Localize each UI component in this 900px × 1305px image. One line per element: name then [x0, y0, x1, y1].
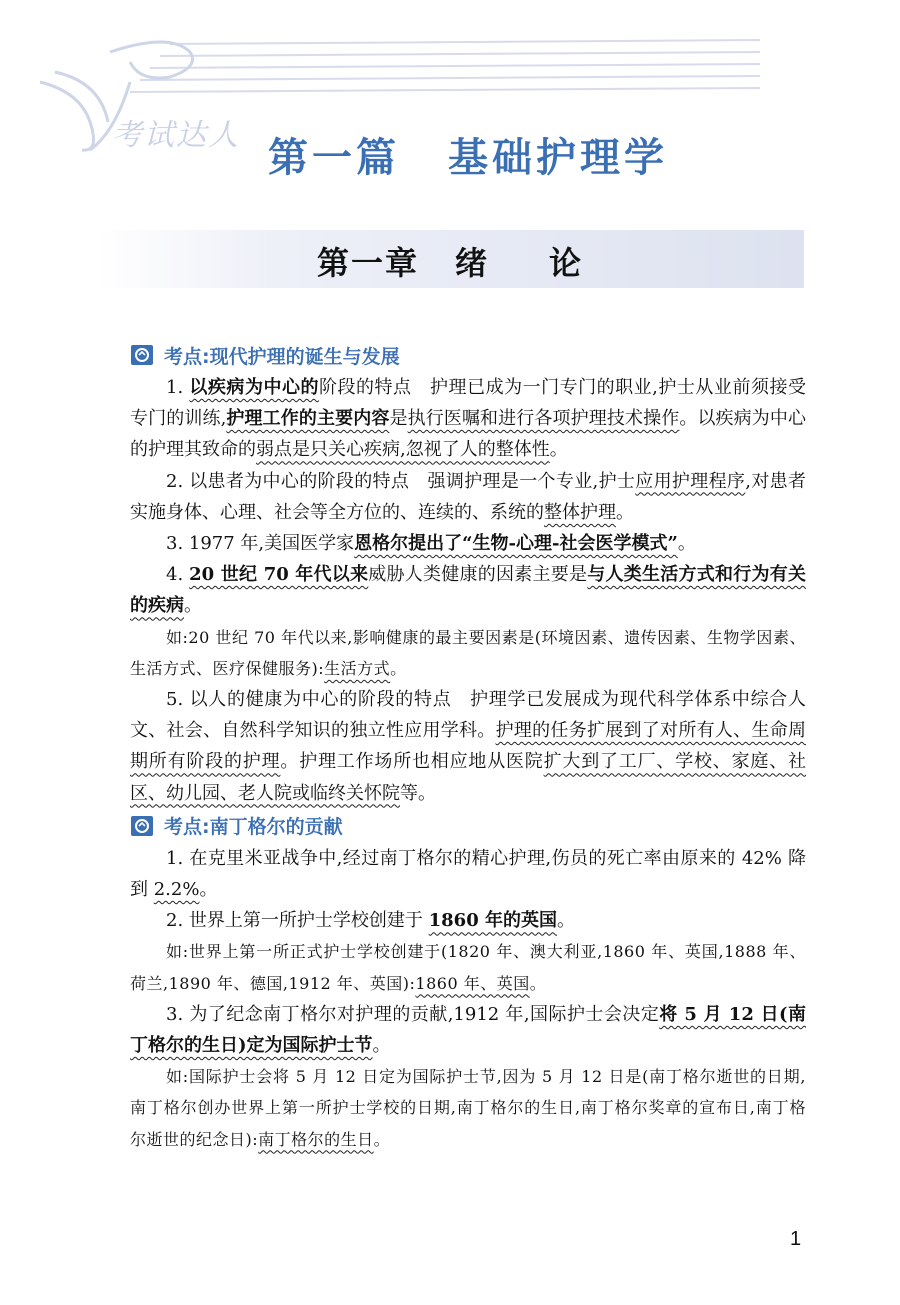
- text-run: 。: [549, 439, 568, 461]
- text-run: 。: [372, 1035, 391, 1057]
- example-note: [130, 1061, 806, 1155]
- text-run: 。: [616, 501, 634, 523]
- text-run: 。以疾病为中心的护理其致命的: [130, 408, 807, 461]
- text-run: 阶段的特点 护理已成为一门专门的职业,护士从业前须接受专门的训练,: [130, 377, 806, 430]
- text-run: 。: [199, 879, 218, 901]
- emphasis-text: 扩大到了工厂、学校、家庭、社区、幼儿园、老人院或临终关怀院: [130, 751, 807, 804]
- emphasis-text: 南丁格尔的生日: [258, 1129, 374, 1149]
- emphasis-text: 执行医嘱和进行各项护理技术操作: [407, 408, 680, 430]
- emphasis-text: 整体护理: [544, 501, 616, 523]
- text-run: 。: [184, 595, 202, 617]
- text-run: 如:国际护士会将 5 月 12 日定为国际护士节,因为 5 月 12 日是(南丁格尔逝世的日期,南丁格尔创办世界上第一所护士学校的日期,南丁格尔的生日,南丁格尔奖章的宣布日,南丁格尔逝世的纪念日):: [130, 1067, 806, 1149]
- text-run: 1.: [166, 377, 190, 398]
- paragraph-item: [130, 905, 806, 936]
- key-point-heading: [130, 338, 806, 372]
- text-run: ,对患者实施身体、心理、社会等全方位的、连续的、系统的: [130, 470, 806, 523]
- text-run: 3. 为了纪念南丁格尔对护理的贡献,1912 年,国际护士会决定: [166, 1003, 660, 1025]
- text-run: 2. 世界上第一所护士学校创建于: [166, 910, 429, 932]
- text-run: 3. 1977 年,美国医学家: [166, 533, 355, 555]
- emphasis-text: 应用护理程序: [635, 470, 746, 492]
- text-run: 如:20 世纪 70 年代以来,影响健康的最主要因素是(环境因素、遗传因素、生物学因素、生活方式、医疗保健服务):: [130, 627, 806, 678]
- emphasis-text: 生活方式: [324, 658, 391, 678]
- text-run: 如:世界上第一所正式护士学校创建于(1820 年、澳大利亚,1860 年、英国,1888 年、荷兰,1890 年、德国,1912 年、英国):: [130, 942, 806, 993]
- key-point-icon: [130, 344, 154, 366]
- emphasis-text: 护理的任务扩展到了对所有人、生命周期所有阶段的护理: [130, 720, 807, 773]
- chapter-title: [96, 238, 804, 284]
- text-run: 等。: [400, 782, 436, 804]
- text-run: 。: [373, 1129, 391, 1149]
- text-run: 是: [389, 408, 408, 430]
- emphasis-text: 弱点是只关心疾病,忽视了人的整体性: [256, 439, 550, 461]
- text-run: 。: [390, 658, 407, 678]
- key-point-icon: [130, 815, 154, 837]
- text-run: 4.: [166, 564, 190, 586]
- text-run: 2. 以患者为中心的阶段的特点 强调护理是一个专业,护士: [166, 470, 636, 492]
- main-content: [130, 338, 806, 1155]
- part-title: [268, 126, 668, 183]
- text-run: 5. 以人的健康为中心的阶段的特点 护理学已发展成为现代科学体系中综合人文、社会、自然科学知识的独立性应用学科。: [130, 689, 806, 742]
- text-run: 威胁人类健康的因素主要是: [368, 564, 588, 586]
- text-run: 。: [529, 973, 547, 993]
- text-run: 1. 在克里米亚战争中,经过南丁格尔的精心护理,伤员的死亡率由原来的 42% 降到: [130, 847, 806, 901]
- emphasis-text: 以疾病为中心的: [189, 377, 319, 398]
- key-point-title: 考点:南丁格尔的贡献: [164, 816, 343, 839]
- example-note: [130, 622, 806, 684]
- paragraph-item: [130, 466, 806, 528]
- emphasis-text: 2.2%: [153, 879, 200, 901]
- example-note: [130, 936, 806, 998]
- text-run: 。护理工作场所也相应地从医院: [280, 751, 544, 773]
- part-number: 第一篇: [268, 135, 400, 181]
- paragraph-item: [130, 684, 806, 809]
- chapter-number: 第一章: [316, 244, 419, 282]
- emphasis-text: 与人类生活方式和行为有关的疾病: [130, 564, 807, 617]
- emphasis-text: 将 5 月 12 日(南丁格尔的生日)定为国际护士节: [130, 1003, 807, 1057]
- brand-watermark: 考试达人: [112, 118, 240, 153]
- text-run: 。: [677, 533, 696, 555]
- part-name: 基础护理学: [448, 135, 668, 181]
- emphasis-text: 恩格尔提出了“生物-心理-社会医学模式”: [354, 533, 678, 555]
- text-run: 。: [557, 910, 575, 932]
- page-number: 1: [790, 1228, 802, 1250]
- chapter-name-char1: 绪: [454, 244, 489, 282]
- paragraph-item: [130, 559, 806, 621]
- emphasis-text: 1860 年的英国: [428, 910, 557, 932]
- key-point-title: 考点:现代护理的诞生与发展: [164, 345, 400, 368]
- paragraph-item: [130, 999, 806, 1061]
- emphasis-text: 1860 年、英国: [415, 973, 530, 993]
- key-point-heading: [130, 809, 806, 843]
- paragraph-item: [130, 372, 806, 466]
- emphasis-text: 护理工作的主要内容: [226, 408, 390, 430]
- chapter-banner: [96, 230, 804, 288]
- paragraph-item: [130, 843, 806, 905]
- emphasis-text: 20 世纪 70 年代以来: [189, 564, 369, 586]
- chapter-name-char2: 论: [549, 244, 584, 282]
- paragraph-item: [130, 528, 806, 559]
